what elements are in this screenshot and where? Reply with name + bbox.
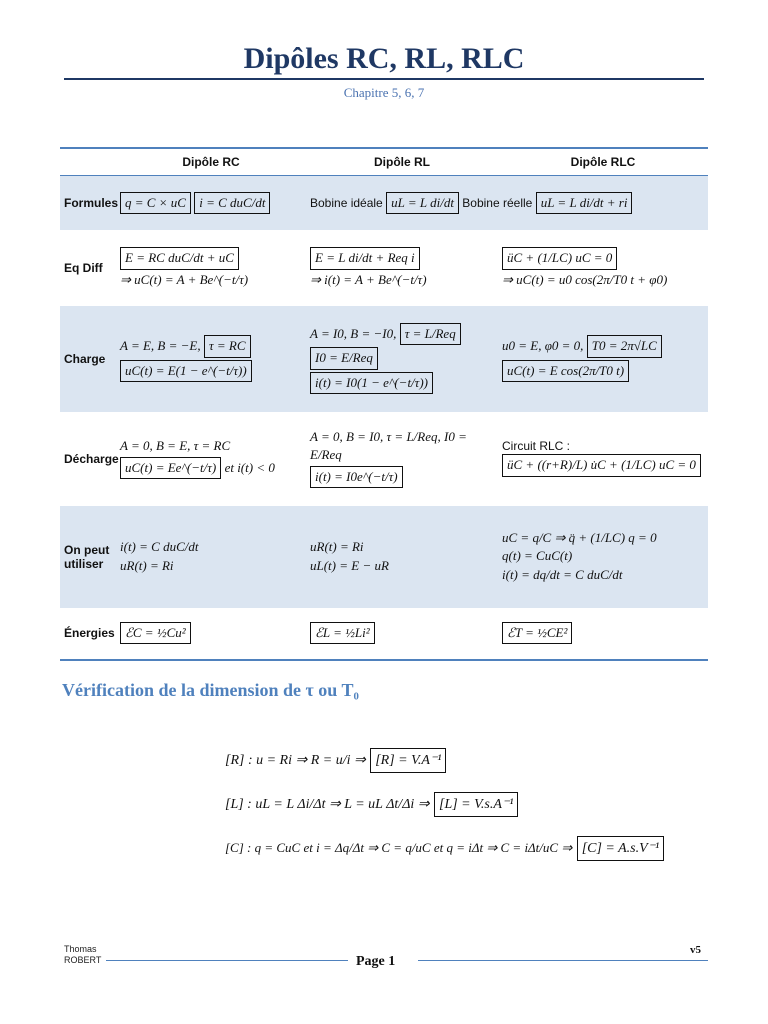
cell-rlc-charge [498,306,708,412]
cell-rlc-energies [498,608,708,660]
formula: T0 = 2π√LC [587,335,662,357]
formula: u0 = E, φ0 = 0, [502,338,584,354]
cell-rc-utiliser [116,506,306,608]
cell-rc-charge [116,306,306,412]
column-header-rlc: Dipôle RLC [498,148,708,176]
derivation: [C] : q = CuC et i = Δq/Δt ⇒ C = q/uC et q = iΔt ⇒ C = iΔt/uC ⇒ [225,840,573,856]
formula: uL = L di/dt + ri [536,192,633,214]
formula: A = I0, B = −I0, [310,326,397,342]
formula: i(t) = I0(1 − e^(−t/τ)) [310,372,433,394]
formula: E = L di/dt + Req i [310,247,420,269]
formula: uR(t) = Ri [310,539,364,555]
table-row-utiliser [60,506,708,608]
table-row-decharge [60,412,708,506]
dimension-line-c [225,826,665,870]
formula: ℰT = ½CE² [502,622,572,644]
cell-rl-eqdiff [306,230,498,306]
header-corner [60,148,116,176]
formula: i(t) = I0e^(−t/τ) [310,466,403,488]
dimension-checks [225,738,665,870]
table-row-energies [60,608,708,660]
row-label: Formules [60,176,116,230]
formula: uC(t) = Ee^(−t/τ) [120,457,221,479]
result: [L] = V.s.A⁻¹ [434,792,518,817]
derivation: [L] : uL = L Δi/Δt ⇒ L = uL Δt/Δi ⇒ [225,796,430,812]
dimension-line-r [225,738,665,782]
row-label: Charge [60,306,116,412]
table-header-row [60,148,708,176]
formula: ⇒ i(t) = A + Be^(−t/τ) [310,271,427,287]
formula: ℰC = ½Cu² [120,622,191,644]
cell-rc-eqdiff [116,230,306,306]
formula: i = C duC/dt [194,192,270,214]
result: [R] = V.A⁻¹ [370,748,446,773]
cell-rc-formules [116,176,306,230]
formula: A = E, B = −E, [120,338,201,354]
title-divider [64,78,704,80]
dimension-line-l [225,782,665,826]
author-last-name: ROBERT [64,955,102,965]
formula: q(t) = CuC(t) [502,548,573,564]
footer-divider-left [106,960,348,961]
formula: ⇒ uC(t) = u0 cos(2π/T0 t + φ0) [502,271,668,287]
cell-rl-formules [306,176,708,230]
cell-rc-energies [116,608,306,660]
cell-rl-charge [306,306,498,412]
formula: ℰL = ½Li² [310,622,375,644]
cell-rlc-eqdiff [498,230,708,306]
formula: et i(t) < 0 [224,459,275,475]
dipoles-table [60,147,708,661]
formula: ⇒ uC(t) = A + Be^(−t/τ) [120,271,249,287]
formula: üC + ((r+R)/L) u̇C + (1/LC) uC = 0 [502,454,701,476]
formula: τ = L/Req [400,323,461,345]
section-heading: Vérification de la dimension de τ ou T₀ [62,680,359,700]
formula: q = C × uC [120,192,191,214]
formula: τ = RC [204,335,251,357]
version-label: v5 [690,944,701,956]
table-row-formules [60,176,708,230]
label-text: Circuit RLC : [502,439,571,454]
row-label: Énergies [60,608,116,660]
formula: üC + (1/LC) uC = 0 [502,247,617,269]
formula: A = 0, B = I0, τ = L/Req, I0 = E/Req [310,429,467,463]
formula: uC(t) = E(1 − e^(−t/τ)) [120,360,252,382]
cell-rlc-utiliser [498,506,708,608]
formula: i(t) = dq/dt = C duC/dt [502,566,623,582]
label-text: Bobine réelle [462,195,533,210]
author-first-name: Thomas [64,944,97,954]
page-number: Page 1 [356,954,396,969]
formula: A = 0, B = E, τ = RC [120,438,231,454]
page-title: Dipôles RC, RL, RLC [243,42,525,75]
row-label: Eq Diff [64,260,103,275]
table-row-eqdiff [60,230,708,306]
cell-rlc-decharge [498,412,708,506]
formula: i(t) = C duC/dt [120,539,199,555]
formula: I0 = E/Req [310,347,378,369]
formula: uL = L di/dt [386,192,459,214]
footer-divider-right [418,960,708,961]
footer-author [64,944,101,966]
formula: uC = q/C ⇒ q̈ + (1/LC) q = 0 [502,530,657,546]
row-label: On peut utiliser [60,506,116,608]
cell-rc-decharge [116,412,306,506]
formula: uR(t) = Ri [120,557,174,573]
formula: uL(t) = E − uR [310,557,389,573]
label-text: Bobine idéale [310,195,383,210]
result: [C] = A.s.V⁻¹ [577,836,665,861]
column-header-rl: Dipôle RL [306,148,498,176]
row-label: Décharge [64,451,119,466]
cell-rl-utiliser [306,506,498,608]
cell-rl-energies [306,608,498,660]
formula: uC(t) = E cos(2π/T0 t) [502,360,629,382]
column-header-rc: Dipôle RC [116,148,306,176]
table-row-charge [60,306,708,412]
formula: E = RC duC/dt + uC [120,247,239,269]
derivation: [R] : u = Ri ⇒ R = u/i ⇒ [225,752,366,768]
page-subtitle: Chapitre 5, 6, 7 [343,85,425,100]
cell-rl-decharge [306,412,498,506]
